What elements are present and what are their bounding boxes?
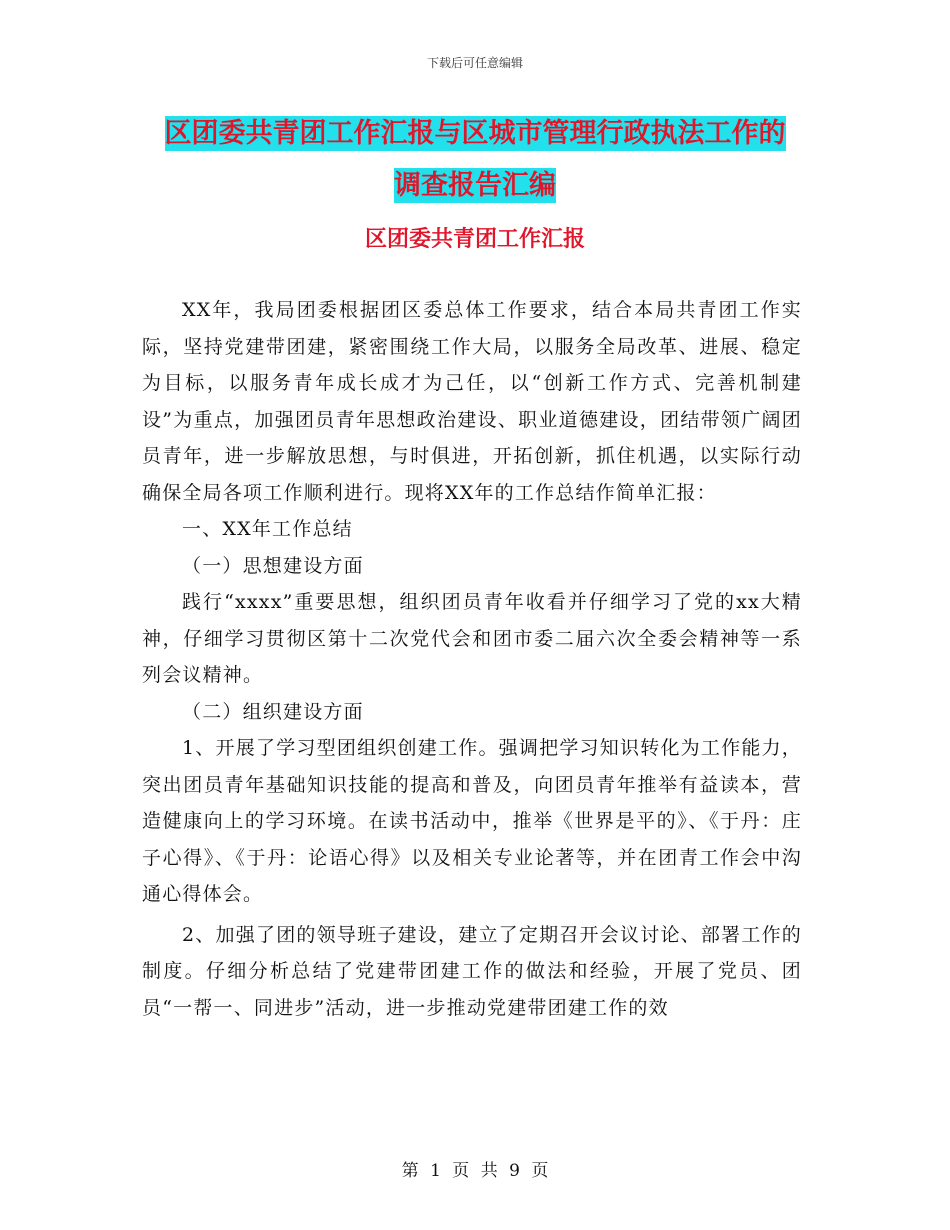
document-title: [140, 108, 810, 212]
paragraph-organization-2: 2、加强了团的领导班子建设，建立了定期召开会议讨论、部署工作的制度。仔细分析总结了党建带团建工作的做法和经验，开展了党员、团员“一帮一、同进步”活动，进一步推动党建带团建工作的效: [142, 923, 802, 1019]
document-title-line-1: 区团委共青团工作汇报与区城市管理行政执法工作的: [164, 118, 786, 149]
paragraph-intro: XX年，我局团委根据团区委总体工作要求，结合本局共青团工作实际，坚持党建带团建，紧密围绕工作大局，以服务全局改革、进展、稳定为目标，以服务青年成长成才为己任，以“创新工作方式、完善机制建设”为重点，加强团员青年思想政治建设、职业道德建设，团结带领广阔团员青年，进一步解放思想，与时俱进，开拓创新，抓住机遇，以实际行动确保全局各项工作顺利进行。现将XX年的工作总结作简单汇报：: [142, 299, 802, 504]
page-footer: 第 1 页 共 9 页: [401, 1161, 549, 1181]
paragraph-ideology: 践行“xxxx”重要思想，组织团员青年收看并仔细学习了党的xx大精神，仔细学习贯彻区第十二次党代会和团市委二届六次全委会精神等一系列会议精神。: [142, 591, 802, 686]
document-title-line-2: 调查报告汇编: [394, 170, 556, 201]
paragraph-organization-1: 1、开展了学习型团组织创建工作。强调把学习知识转化为工作能力，突出团员青年基础知识技能的提高和普及，向团员青年推举有益读本，营造健康向上的学习环境。在读书活动中，推举《世界是平的》、《于丹：庄子心得》、《于丹：论语心得》以及相关专业论著等，并在团青工作会中沟通心得体会。: [142, 737, 802, 905]
subheading-organization: （二）组织建设方面: [182, 700, 364, 723]
subheading-ideology: （一）思想建设方面: [182, 554, 364, 577]
heading-work-summary: 一、XX年工作总结: [182, 518, 353, 540]
section-title: 区团委共青团工作汇报: [364, 227, 585, 252]
header-note: 下载后可任意编辑: [426, 56, 523, 70]
document-body: [142, 292, 802, 1026]
